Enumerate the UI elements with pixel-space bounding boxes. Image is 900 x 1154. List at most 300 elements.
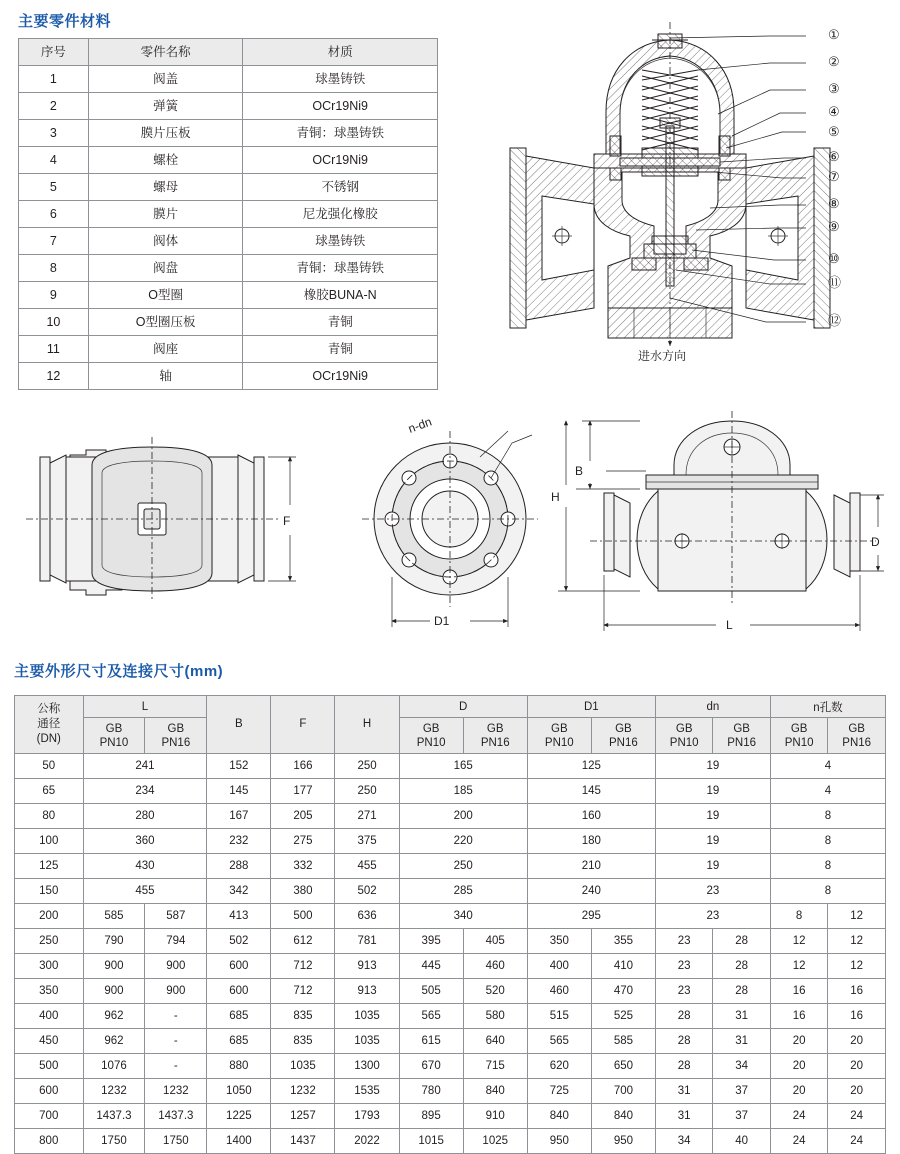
callout-number: ⑪ (828, 275, 842, 290)
cell-L-pn16: 1232 (145, 1079, 207, 1104)
cell-dn-hole: 23 (655, 879, 770, 904)
cell-D1: 160 (527, 804, 655, 829)
table-row (19, 93, 438, 120)
cell-dn-hole: 19 (655, 804, 770, 829)
cell-D-pn16: 460 (463, 954, 527, 979)
cell-B: 1050 (207, 1079, 271, 1104)
table-row (19, 66, 438, 93)
cell-D-pn10: 1015 (399, 1129, 463, 1154)
cell-n-pn10: 20 (770, 1079, 827, 1104)
cell-L-pn10: 790 (83, 929, 145, 954)
col-subheader-n-pn16: GB PN16 (828, 718, 886, 754)
bonnet-top-boss (658, 34, 682, 48)
cell-D1-pn16: 585 (591, 1029, 655, 1054)
table-row (15, 1054, 886, 1079)
cell-L-pn10: 1232 (83, 1079, 145, 1104)
cell-index: 5 (19, 174, 89, 201)
table-row (15, 1004, 886, 1029)
col-header-dn: 公称 通径 (DN) (15, 696, 84, 754)
cell-dn-pn16: 28 (713, 979, 770, 1004)
cell-L-pn10: 585 (83, 904, 145, 929)
cell-dn-pn16: 28 (713, 954, 770, 979)
dim-label-B: B (575, 464, 584, 478)
cell-dn-hole: 19 (655, 779, 770, 804)
cell-L-pn10: 900 (83, 979, 145, 1004)
table-row (15, 1079, 886, 1104)
cell-material: 橡胶BUNA-N (243, 282, 438, 309)
cell-F: 380 (271, 879, 335, 904)
table-row (19, 309, 438, 336)
cell-part-name: O型圈压板 (88, 309, 243, 336)
col-subheader-D-pn16: GB PN16 (463, 718, 527, 754)
dimension-drawings (10, 395, 890, 650)
cell-L-pn16: - (145, 1054, 207, 1079)
valve-front-view (551, 411, 884, 632)
cell-index: 2 (19, 93, 89, 120)
cell-L: 360 (83, 829, 207, 854)
cell-index: 7 (19, 228, 89, 255)
cell-H: 271 (335, 804, 399, 829)
cell-D1-pn16: 410 (591, 954, 655, 979)
callout-number: ⑨ (828, 219, 840, 234)
cell-dn: 50 (15, 754, 84, 779)
col-header-F: F (271, 696, 335, 754)
cell-n-holes: 4 (770, 779, 885, 804)
cell-H: 250 (335, 779, 399, 804)
cell-D1-pn16: 950 (591, 1129, 655, 1154)
callout-number: ① (828, 27, 840, 42)
cell-B: 1225 (207, 1104, 271, 1129)
cell-D1-pn10: 350 (527, 929, 591, 954)
inlet-flange (510, 148, 526, 328)
cell-H: 2022 (335, 1129, 399, 1154)
callout-number: ② (828, 54, 840, 69)
table-row (19, 228, 438, 255)
cell-D-pn10: 670 (399, 1054, 463, 1079)
cell-D-pn16: 1025 (463, 1129, 527, 1154)
cell-part-name: 阀座 (88, 336, 243, 363)
dims-header-row-2 (15, 718, 886, 754)
cell-n-holes: 8 (770, 879, 885, 904)
cell-D1: 145 (527, 779, 655, 804)
dimensions-table-wrap (14, 695, 886, 1154)
cell-D-pn10: 505 (399, 979, 463, 1004)
cell-D1: 125 (527, 754, 655, 779)
col-header-index: 序号 (19, 39, 89, 66)
callout-number: ⑦ (828, 169, 840, 184)
cell-B: 288 (207, 854, 271, 879)
cell-D: 185 (399, 779, 527, 804)
cell-part-name: 阀体 (88, 228, 243, 255)
cell-D-pn16: 405 (463, 929, 527, 954)
table-row (19, 255, 438, 282)
cell-n-holes: 8 (770, 854, 885, 879)
cell-D-pn10: 565 (399, 1004, 463, 1029)
cell-dn: 200 (15, 904, 84, 929)
cell-D: 165 (399, 754, 527, 779)
cell-dn: 300 (15, 954, 84, 979)
cell-material: OCr19Ni9 (243, 147, 438, 174)
col-header-B: B (207, 696, 271, 754)
cell-D1-pn16: 525 (591, 1004, 655, 1029)
col-subheader-L-pn10: GB PN10 (83, 718, 145, 754)
cell-dn-pn16: 31 (713, 1004, 770, 1029)
cell-D: 340 (399, 904, 527, 929)
cell-n-pn10: 12 (770, 929, 827, 954)
cell-H: 913 (335, 979, 399, 1004)
cell-dn-pn10: 31 (655, 1104, 712, 1129)
cell-dn-pn10: 28 (655, 1029, 712, 1054)
cell-L-pn10: 1076 (83, 1054, 145, 1079)
cell-part-name: 膜片 (88, 201, 243, 228)
cell-material: 不锈钢 (243, 174, 438, 201)
callout-number: ④ (828, 104, 840, 119)
cell-D-pn10: 615 (399, 1029, 463, 1054)
cell-n-holes: 8 (770, 829, 885, 854)
dim-label-n-dn: n-dn (406, 414, 434, 436)
cell-F: 332 (271, 854, 335, 879)
cell-n-pn10: 24 (770, 1129, 827, 1154)
cell-dn: 250 (15, 929, 84, 954)
cell-D-pn10: 780 (399, 1079, 463, 1104)
col-subheader-dn-pn16: GB PN16 (713, 718, 770, 754)
cell-part-name: 螺栓 (88, 147, 243, 174)
dim-label-L: L (726, 618, 733, 632)
cell-B: 502 (207, 929, 271, 954)
cell-F: 835 (271, 1029, 335, 1054)
callout-number: ③ (828, 81, 840, 96)
cell-H: 1300 (335, 1054, 399, 1079)
cell-n-pn10: 16 (770, 1004, 827, 1029)
cell-F: 1257 (271, 1104, 335, 1129)
cell-D1-pn10: 515 (527, 1004, 591, 1029)
cell-n-pn10: 16 (770, 979, 827, 1004)
table-row (15, 1129, 886, 1154)
cell-L-pn16: 587 (145, 904, 207, 929)
cell-dn-pn16: 34 (713, 1054, 770, 1079)
cell-B: 152 (207, 754, 271, 779)
cell-D1-pn16: 470 (591, 979, 655, 1004)
cell-part-name: 轴 (88, 363, 243, 390)
cell-n-pn16: 20 (828, 1054, 886, 1079)
cell-dn: 800 (15, 1129, 84, 1154)
cell-material: 球墨铸铁 (243, 66, 438, 93)
cell-n-pn16: 20 (828, 1029, 886, 1054)
cell-L-pn10: 1750 (83, 1129, 145, 1154)
cell-index: 1 (19, 66, 89, 93)
col-header-n-holes: n孔数 (770, 696, 885, 718)
cell-dn: 350 (15, 979, 84, 1004)
cell-L: 241 (83, 754, 207, 779)
parts-material-table (18, 38, 438, 390)
cell-L-pn10: 1437.3 (83, 1104, 145, 1129)
table-row (15, 979, 886, 1004)
cell-D: 200 (399, 804, 527, 829)
callout-number: ⑥ (828, 149, 840, 164)
table-row (15, 754, 886, 779)
col-header-D1: D1 (527, 696, 655, 718)
cell-B: 600 (207, 979, 271, 1004)
callout-number: ⑧ (828, 196, 840, 211)
cell-D-pn10: 445 (399, 954, 463, 979)
cell-n-pn16: 20 (828, 1079, 886, 1104)
o-ring-plate (652, 236, 688, 244)
cell-D-pn10: 395 (399, 929, 463, 954)
dim-label-D1: D1 (434, 614, 450, 628)
dimensions-table (14, 695, 886, 1154)
stem (666, 126, 674, 286)
cell-n-pn16: 24 (828, 1129, 886, 1154)
col-header-material: 材质 (243, 39, 438, 66)
cell-dn-pn10: 28 (655, 1054, 712, 1079)
cell-dn: 100 (15, 829, 84, 854)
cell-L: 430 (83, 854, 207, 879)
cell-D1-pn16: 650 (591, 1054, 655, 1079)
table-row (15, 929, 886, 954)
cell-dn: 400 (15, 1004, 84, 1029)
cell-B: 880 (207, 1054, 271, 1079)
cell-D1-pn10: 400 (527, 954, 591, 979)
table-row (15, 1104, 886, 1129)
flange-face-view (362, 414, 538, 628)
cell-H: 250 (335, 754, 399, 779)
cell-H: 781 (335, 929, 399, 954)
cell-F: 205 (271, 804, 335, 829)
cell-H: 375 (335, 829, 399, 854)
cell-dn: 500 (15, 1054, 84, 1079)
dim-label-F: F (283, 514, 291, 528)
table-row (19, 201, 438, 228)
cell-dn-hole: 19 (655, 754, 770, 779)
cell-D1-pn10: 840 (527, 1104, 591, 1129)
cell-material: 青铜：球墨铸铁 (243, 255, 438, 282)
cell-D1-pn10: 620 (527, 1054, 591, 1079)
cell-D1: 210 (527, 854, 655, 879)
cell-n-pn10: 12 (770, 954, 827, 979)
cell-B: 685 (207, 1029, 271, 1054)
table-row (15, 904, 886, 929)
col-subheader-n-pn10: GB PN10 (770, 718, 827, 754)
cell-B: 600 (207, 954, 271, 979)
cell-material: 青铜：球墨铸铁 (243, 120, 438, 147)
cell-F: 177 (271, 779, 335, 804)
cell-index: 11 (19, 336, 89, 363)
dim-label-D: D (871, 535, 880, 549)
cell-dn-pn16: 28 (713, 929, 770, 954)
cell-D1: 240 (527, 879, 655, 904)
cell-dn: 150 (15, 879, 84, 904)
cell-n-pn16: 12 (828, 904, 886, 929)
cell-dn-pn16: 37 (713, 1104, 770, 1129)
cell-D-pn10: 895 (399, 1104, 463, 1129)
col-subheader-D1-pn16: GB PN16 (591, 718, 655, 754)
table-row (15, 879, 886, 904)
cell-material: OCr19Ni9 (243, 93, 438, 120)
cell-F: 612 (271, 929, 335, 954)
cell-D-pn16: 580 (463, 1004, 527, 1029)
cell-H: 1793 (335, 1104, 399, 1129)
callout-number: ⑤ (828, 124, 840, 139)
cell-B: 685 (207, 1004, 271, 1029)
cell-L: 455 (83, 879, 207, 904)
cell-dn-pn10: 31 (655, 1079, 712, 1104)
table-row (19, 282, 438, 309)
cell-L-pn10: 962 (83, 1029, 145, 1054)
cell-dn-pn16: 37 (713, 1079, 770, 1104)
cell-L-pn16: 900 (145, 954, 207, 979)
col-header-H: H (335, 696, 399, 754)
cell-dn: 65 (15, 779, 84, 804)
cell-L-pn16: 900 (145, 979, 207, 1004)
cell-D1-pn16: 355 (591, 929, 655, 954)
cell-L-pn16: - (145, 1004, 207, 1029)
cell-L: 234 (83, 779, 207, 804)
cell-dn-hole: 19 (655, 829, 770, 854)
cell-index: 8 (19, 255, 89, 282)
callout-number: ⑫ (828, 313, 842, 328)
cell-B: 167 (207, 804, 271, 829)
cell-H: 1035 (335, 1004, 399, 1029)
cell-dn-pn10: 28 (655, 1004, 712, 1029)
cell-dn: 125 (15, 854, 84, 879)
cell-D-pn16: 520 (463, 979, 527, 1004)
cell-B: 413 (207, 904, 271, 929)
cell-part-name: 阀盖 (88, 66, 243, 93)
page-title-parts-material: 主要零件材料 (18, 13, 112, 30)
cell-D1-pn10: 725 (527, 1079, 591, 1104)
cell-material: 尼龙强化橡胶 (243, 201, 438, 228)
cell-dn: 600 (15, 1079, 84, 1104)
cell-n-holes: 8 (770, 804, 885, 829)
cell-n-pn10: 20 (770, 1029, 827, 1054)
table-row (15, 1029, 886, 1054)
cell-D1-pn10: 565 (527, 1029, 591, 1054)
cell-dn-hole: 19 (655, 854, 770, 879)
flow-direction-label: 进水方向 (638, 349, 687, 363)
table-row (15, 804, 886, 829)
cell-n-pn16: 16 (828, 979, 886, 1004)
cell-index: 12 (19, 363, 89, 390)
cell-dn: 700 (15, 1104, 84, 1129)
valve-section-drawing (470, 8, 890, 378)
cell-n-pn16: 12 (828, 954, 886, 979)
cell-index: 10 (19, 309, 89, 336)
cell-dn-pn10: 34 (655, 1129, 712, 1154)
cell-F: 712 (271, 954, 335, 979)
table-row (15, 779, 886, 804)
cell-n-pn16: 24 (828, 1104, 886, 1129)
cell-dn-pn16: 40 (713, 1129, 770, 1154)
cell-dn-pn10: 23 (655, 929, 712, 954)
table-row (15, 854, 886, 879)
cell-D1-pn16: 700 (591, 1079, 655, 1104)
cell-F: 1035 (271, 1054, 335, 1079)
cell-D-pn16: 910 (463, 1104, 527, 1129)
cell-B: 232 (207, 829, 271, 854)
col-subheader-D1-pn10: GB PN10 (527, 718, 591, 754)
cell-material: 球墨铸铁 (243, 228, 438, 255)
cell-part-name: 螺母 (88, 174, 243, 201)
cell-B: 342 (207, 879, 271, 904)
col-subheader-L-pn16: GB PN16 (145, 718, 207, 754)
cell-dn-pn10: 23 (655, 979, 712, 1004)
cell-H: 455 (335, 854, 399, 879)
cell-D1: 295 (527, 904, 655, 929)
cell-index: 9 (19, 282, 89, 309)
stem-nut (660, 118, 680, 128)
cell-dn-pn10: 23 (655, 954, 712, 979)
cell-H: 502 (335, 879, 399, 904)
table-row (19, 174, 438, 201)
table-row (19, 147, 438, 174)
cell-part-name: 弹簧 (88, 93, 243, 120)
cell-material: OCr19Ni9 (243, 363, 438, 390)
cell-material: 青铜 (243, 336, 438, 363)
cell-H: 636 (335, 904, 399, 929)
cell-L: 280 (83, 804, 207, 829)
col-subheader-dn-pn10: GB PN10 (655, 718, 712, 754)
cell-F: 835 (271, 1004, 335, 1029)
cell-B: 1400 (207, 1129, 271, 1154)
callout-number: ⑩ (828, 251, 840, 266)
cell-B: 145 (207, 779, 271, 804)
cell-L-pn16: - (145, 1029, 207, 1054)
col-header-part-name: 零件名称 (88, 39, 243, 66)
col-subheader-D-pn10: GB PN10 (399, 718, 463, 754)
cell-D-pn16: 840 (463, 1079, 527, 1104)
cell-n-pn10: 8 (770, 904, 827, 929)
dim-label-H: H (551, 490, 560, 504)
parts-material-table-wrap (18, 38, 438, 390)
valve-disc (644, 244, 696, 258)
cell-F: 1232 (271, 1079, 335, 1104)
cell-n-pn16: 12 (828, 929, 886, 954)
col-header-dn-small: dn (655, 696, 770, 718)
table-row (19, 363, 438, 390)
cell-index: 3 (19, 120, 89, 147)
cell-F: 712 (271, 979, 335, 1004)
cell-F: 275 (271, 829, 335, 854)
cell-D1: 180 (527, 829, 655, 854)
cell-D-pn16: 715 (463, 1054, 527, 1079)
cell-F: 166 (271, 754, 335, 779)
cell-material: 青铜 (243, 309, 438, 336)
table-header-row (19, 39, 438, 66)
cell-part-name: 阀盘 (88, 255, 243, 282)
cell-n-pn10: 20 (770, 1054, 827, 1079)
cell-n-holes: 4 (770, 754, 885, 779)
table-row (19, 120, 438, 147)
cell-D1-pn10: 950 (527, 1129, 591, 1154)
page-title-dimensions: 主要外形尺寸及连接尺寸(mm) (14, 663, 224, 680)
cell-L-pn16: 1750 (145, 1129, 207, 1154)
cell-F: 500 (271, 904, 335, 929)
cell-index: 6 (19, 201, 89, 228)
cell-D: 250 (399, 854, 527, 879)
cell-part-name: 膜片压板 (88, 120, 243, 147)
cell-n-pn10: 24 (770, 1104, 827, 1129)
cell-L-pn10: 900 (83, 954, 145, 979)
cell-H: 1535 (335, 1079, 399, 1104)
cell-dn-hole: 23 (655, 904, 770, 929)
cell-n-pn16: 16 (828, 1004, 886, 1029)
cell-D1-pn10: 460 (527, 979, 591, 1004)
cell-dn: 450 (15, 1029, 84, 1054)
table-row (15, 829, 886, 854)
table-row (15, 954, 886, 979)
cell-part-name: O型圈 (88, 282, 243, 309)
table-row (19, 336, 438, 363)
